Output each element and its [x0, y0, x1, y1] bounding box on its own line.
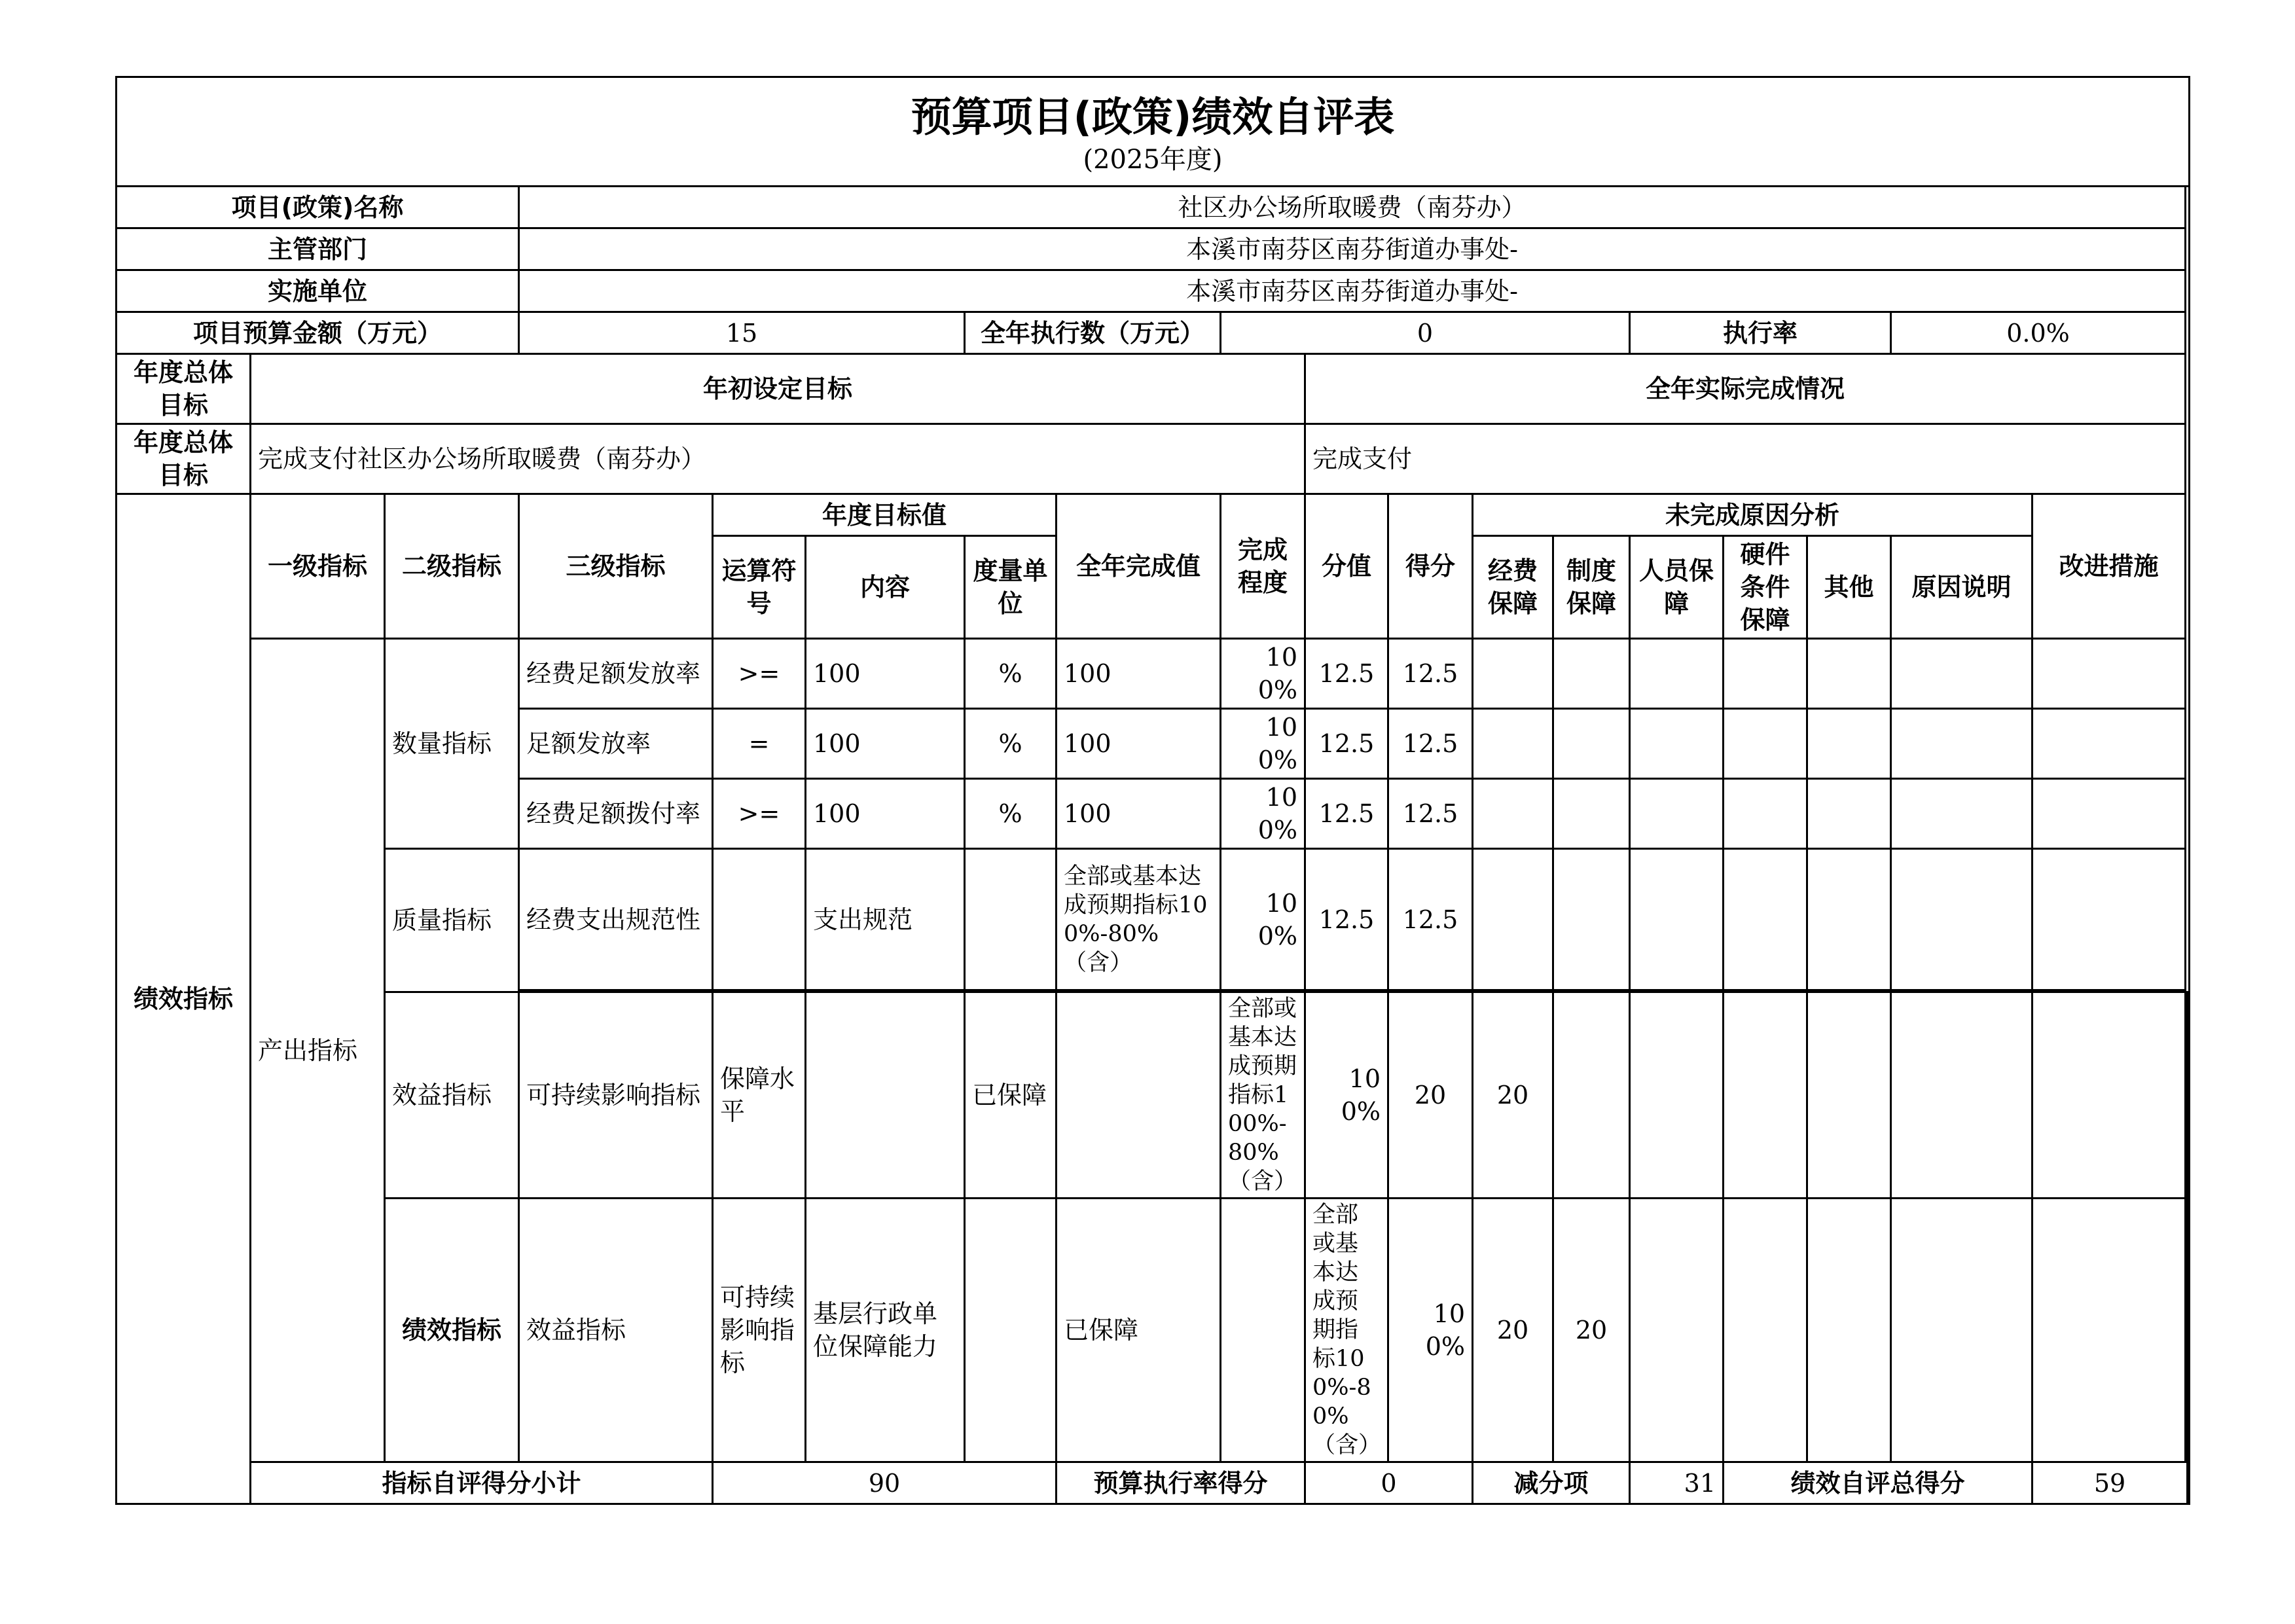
- empty-cell: [1553, 849, 1630, 990]
- operator-cell: >=: [713, 639, 806, 709]
- empty-cell: [2033, 992, 2186, 1199]
- unit-cell: [1221, 1199, 1305, 1462]
- empty-cell: [1891, 779, 2033, 849]
- points-cell: 20: [1388, 992, 1473, 1199]
- execution-rate-value: 0.0%: [1891, 312, 2186, 354]
- content-cell: 支出规范: [806, 849, 965, 990]
- degree-cell: 100%: [1221, 779, 1305, 849]
- points-cell: 12.5: [1305, 709, 1388, 779]
- score-cell: 12.5: [1388, 849, 1473, 990]
- table-row: [117, 639, 2190, 709]
- reason-hardware-header: 硬件条件保障: [1724, 536, 1807, 639]
- project-name-value: 社区办公场所取暖费（南芬办）: [519, 187, 2186, 228]
- unit-cell: %: [965, 639, 1057, 709]
- deduction-label: 减分项: [1473, 1462, 1630, 1504]
- row-goal-headers: [117, 354, 2190, 424]
- empty-cell: [1891, 709, 2033, 779]
- unit-cell: [965, 849, 1057, 990]
- operator-cell: [965, 1199, 1057, 1462]
- execution-value: 0: [1221, 312, 1630, 354]
- row-department: [117, 228, 2190, 270]
- reason-explanation-header: 原因说明: [1891, 536, 2033, 639]
- performance-section-label: 绩效指标: [385, 1199, 519, 1462]
- row-goal-values: [117, 424, 2190, 494]
- unit-header: 度量单位: [965, 536, 1057, 639]
- points-cell: 12.5: [1305, 639, 1388, 709]
- content-cell: 100: [806, 779, 965, 849]
- deduction-value: 31: [1630, 1462, 1724, 1504]
- evaluation-sheet: [115, 76, 2190, 1505]
- reason-staff-header: 人员保障: [1630, 536, 1724, 639]
- empty-cell: [1630, 1199, 1724, 1462]
- empty-cell: [1807, 779, 1891, 849]
- empty-cell: [2188, 1199, 2190, 1462]
- empty-cell: [2033, 849, 2186, 990]
- actual-cell: 100: [1057, 709, 1221, 779]
- empty-cell: [1630, 992, 1724, 1199]
- score-header: 得分: [1388, 494, 1473, 639]
- unit-label: 实施单位: [117, 270, 519, 312]
- table-row: [117, 992, 2190, 1199]
- empty-cell: [1891, 1199, 2033, 1462]
- points-cell: 20: [1473, 1199, 1553, 1462]
- empty-cell: [1724, 849, 1807, 990]
- content-cell: 100: [806, 639, 965, 709]
- table-row: [117, 1199, 2190, 1462]
- benefit-indicator-label: 效益指标: [519, 1199, 713, 1462]
- empty-cell: [1891, 992, 2033, 1199]
- empty-cell: [1724, 709, 1807, 779]
- empty-cell: [1724, 992, 1807, 1199]
- content-header: 内容: [806, 536, 965, 639]
- empty-cell: [2033, 779, 2186, 849]
- content-cell: 100: [806, 709, 965, 779]
- empty-cell: [1891, 849, 2033, 990]
- sustain-indicator-label: 可持续影响指标: [713, 1199, 806, 1462]
- annual-goal-label: 年度总体目标: [117, 354, 251, 424]
- level2-header: 二级指标: [385, 494, 519, 639]
- empty-cell: [1473, 779, 1553, 849]
- department-label: 主管部门: [117, 228, 519, 270]
- improvement-header: 改进措施: [2033, 494, 2186, 639]
- actual-completion-header: 全年实际完成情况: [1305, 354, 2186, 424]
- level3-cell: 基层行政单位保障能力: [806, 1199, 965, 1462]
- annual-goal-label: 年度总体目标: [117, 424, 251, 494]
- empty-cell: [2186, 992, 2188, 1199]
- points-header: 分值: [1305, 494, 1388, 639]
- level3-cell: 经费支出规范性: [519, 849, 713, 990]
- row-header-1: [117, 494, 2190, 536]
- degree-cell: 100%: [1221, 639, 1305, 709]
- empty-cell: [1553, 709, 1630, 779]
- level3-header: 三级指标: [519, 494, 713, 639]
- actual-completion-text: 完成支付: [1305, 424, 2186, 494]
- table-row: [117, 849, 2190, 990]
- level3-cell: 经费足额发放率: [519, 639, 713, 709]
- budget-label: 项目预算金额（万元）: [117, 312, 519, 354]
- execution-label: 全年执行数（万元）: [965, 312, 1221, 354]
- score-cell: 12.5: [1388, 779, 1473, 849]
- empty-cell: [1473, 709, 1553, 779]
- evaluation-table: [115, 185, 2190, 1505]
- empty-cell: [1553, 992, 1630, 1199]
- empty-cell: [1724, 779, 1807, 849]
- degree-cell: 100%: [1388, 1199, 1473, 1462]
- project-name-label: 项目(政策)名称: [117, 187, 519, 228]
- page-title: 预算项目(政策)绩效自评表: [911, 93, 1395, 141]
- subtotal-value: 90: [713, 1462, 1057, 1504]
- empty-cell: [2033, 1199, 2186, 1462]
- total-score-value: 59: [2033, 1462, 2188, 1504]
- score-cell: 20: [1473, 992, 1553, 1199]
- level3-cell: 经费足额拨付率: [519, 779, 713, 849]
- budget-value: 15: [519, 312, 965, 354]
- row-project-name: [117, 187, 2190, 228]
- empty-cell: [1724, 639, 1807, 709]
- empty-cell: [1553, 639, 1630, 709]
- empty-cell: [1724, 1199, 1807, 1462]
- reason-other-header: 其他: [1807, 536, 1891, 639]
- empty-cell: [1807, 709, 1891, 779]
- quality-indicator-label: 质量指标: [385, 849, 519, 992]
- row-footer: [117, 1462, 2190, 1504]
- title-block: [115, 76, 2190, 185]
- empty-cell: [2033, 709, 2186, 779]
- degree-cell: 100%: [1221, 849, 1305, 990]
- row-implementing-unit: [117, 270, 2190, 312]
- completion-degree-header: 完成程度: [1221, 494, 1305, 639]
- initial-goal-header: 年初设定目标: [251, 354, 1305, 424]
- operator-cell: [806, 992, 965, 1199]
- row-budget: [117, 312, 2190, 354]
- level3-cell: 保障水平: [713, 992, 806, 1199]
- budget-score-value: 0: [1305, 1462, 1473, 1504]
- budget-score-label: 预算执行率得分: [1057, 1462, 1305, 1504]
- empty-cell: [1807, 849, 1891, 990]
- empty-cell: [1630, 639, 1724, 709]
- performance-section-label: 绩效指标: [117, 494, 251, 1504]
- degree-cell: 100%: [1221, 709, 1305, 779]
- actual-cell: 100: [1057, 639, 1221, 709]
- empty-cell: [1630, 709, 1724, 779]
- subtotal-label: 指标自评得分小计: [251, 1462, 713, 1504]
- unit-cell: [1057, 992, 1221, 1199]
- reason-funding-header: 经费保障: [1473, 536, 1553, 639]
- execution-rate-label: 执行率: [1630, 312, 1891, 354]
- level1-header: 一级指标: [251, 494, 385, 639]
- operator-cell: >=: [713, 779, 806, 849]
- output-indicator-label: 产出指标: [251, 639, 385, 1462]
- score-cell: 12.5: [1388, 639, 1473, 709]
- unit-cell: %: [965, 779, 1057, 849]
- sustain-indicator-label: 可持续影响指标: [519, 992, 713, 1199]
- empty-cell: [1630, 849, 1724, 990]
- actual-cell: 全部或基本达成预期指标100%-80%（含）: [1057, 849, 1221, 990]
- empty-cell: [1630, 779, 1724, 849]
- score-cell: 12.5: [1388, 709, 1473, 779]
- empty-cell: [1807, 639, 1891, 709]
- actual-cell: 全部或基本达成预期指标100%-80%（含）: [1221, 992, 1305, 1199]
- unit-cell: %: [965, 709, 1057, 779]
- quantity-indicator-label: 数量指标: [385, 639, 519, 849]
- actual-cell: 全部或基本达成预期指标100%-80%（含）: [1305, 1199, 1388, 1462]
- benefit-indicator-label: 效益指标: [385, 992, 519, 1199]
- actual-value-header: 全年完成值: [1057, 494, 1221, 639]
- content-cell: 已保障: [1057, 1199, 1221, 1462]
- empty-cell: [1807, 1199, 1891, 1462]
- unit-value: 本溪市南芬区南芬街道办事处-: [519, 270, 2186, 312]
- operator-cell: [713, 849, 806, 990]
- operator-header: 运算符号: [713, 536, 806, 639]
- operator-cell: =: [713, 709, 806, 779]
- level3-cell: 足额发放率: [519, 709, 713, 779]
- points-cell: 12.5: [1305, 849, 1388, 990]
- empty-cell: [1553, 779, 1630, 849]
- reason-analysis-header: 未完成原因分析: [1473, 494, 2033, 536]
- points-cell: 12.5: [1305, 779, 1388, 849]
- empty-cell: [1473, 849, 1553, 990]
- empty-cell: [2033, 639, 2186, 709]
- actual-cell: 100: [1057, 779, 1221, 849]
- empty-cell: [1891, 639, 2033, 709]
- total-score-label: 绩效自评总得分: [1724, 1462, 2033, 1504]
- degree-cell: 100%: [1305, 992, 1388, 1199]
- score-cell: 20: [1553, 1199, 1630, 1462]
- content-cell: 已保障: [965, 992, 1057, 1199]
- empty-cell: [1807, 992, 1891, 1199]
- target-value-header: 年度目标值: [713, 494, 1057, 536]
- initial-goal-text: 完成支付社区办公场所取暖费（南芬办）: [251, 424, 1305, 494]
- page-subtitle: (2025年度): [1083, 145, 1223, 175]
- reason-system-header: 制度保障: [1553, 536, 1630, 639]
- empty-cell: [1473, 639, 1553, 709]
- department-value: 本溪市南芬区南芬街道办事处-: [519, 228, 2186, 270]
